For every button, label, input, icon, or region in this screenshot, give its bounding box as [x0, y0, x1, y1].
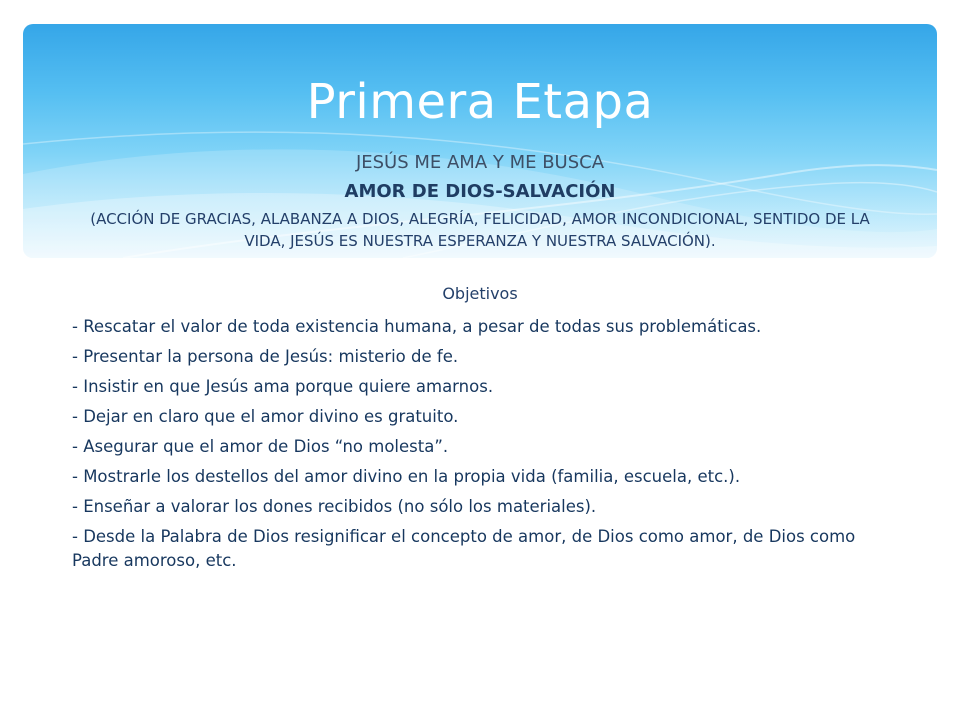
- objective-item: - Dejar en claro que el amor divino es gratuito.: [72, 407, 459, 426]
- objective-item: - Presentar la persona de Jesús: misterio de fe.: [72, 347, 459, 366]
- objective-item: - Asegurar que el amor de Dios “no molesta”.: [72, 437, 449, 456]
- objective-item: - Rescatar el valor de toda existencia humana, a pesar de todas sus problemáticas.: [72, 317, 762, 336]
- stage-description: (ACCIÓN DE GRACIAS, ALABANZA A DIOS, ALEGRÍA, FELICIDAD, AMOR INCONDICIONAL, SENTIDO DE LA VIDA, JESÚS ES NUESTRA ESPERANZA Y NUESTRA SALVACIÓN).: [90, 210, 870, 250]
- stage-heading: AMOR DE DIOS-SALVACIÓN: [344, 181, 616, 202]
- objective-item: - Insistir en que Jesús ama porque quiere amarnos.: [72, 377, 494, 396]
- objectives-label: Objetivos: [442, 284, 518, 303]
- slide-title: Primera Etapa: [306, 74, 654, 130]
- stage-subtitle: JESÚS ME AMA Y ME BUSCA: [355, 152, 605, 173]
- slide-content: [72, 150, 888, 573]
- objective-item: - Mostrarle los destellos del amor divino en la propia vida (familia, escuela, etc.).: [72, 467, 741, 486]
- objective-item: - Enseñar a valorar los dones recibidos (no sólo los materiales).: [72, 497, 597, 516]
- objective-item: - Desde la Palabra de Dios resignificar el concepto de amor, de Dios como amor, de Dios como Padre amoroso, etc.: [72, 527, 856, 570]
- objectives-list: [72, 312, 888, 573]
